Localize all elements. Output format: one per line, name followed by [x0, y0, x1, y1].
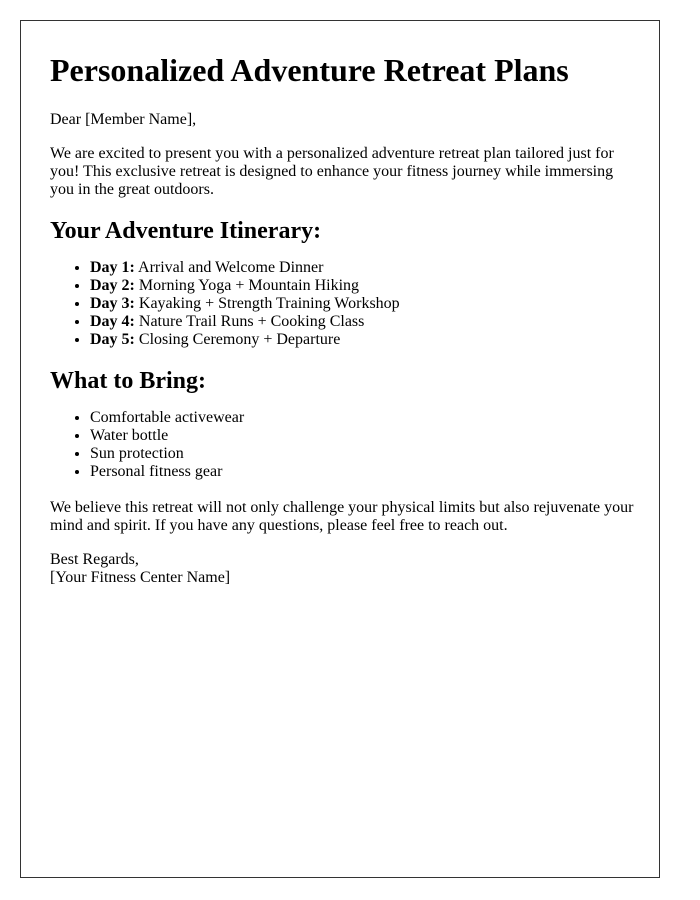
itinerary-activity: Kayaking + Strength Training Workshop — [138, 295, 400, 312]
page-title: Personalized Adventure Retreat Plans — [50, 52, 569, 88]
itinerary-activity: Nature Trail Runs + Cooking Class — [138, 313, 365, 330]
signoff — [50, 551, 640, 587]
itinerary-item — [90, 295, 640, 313]
itinerary-item — [90, 277, 640, 295]
bring-heading: What to Bring: — [50, 368, 206, 394]
bring-item: • Comfortable activewear — [90, 409, 640, 427]
bring-item: • Water bottle — [90, 427, 640, 445]
letter-content — [50, 51, 640, 603]
itinerary-activity: Morning Yoga + Mountain Hiking — [138, 277, 360, 294]
itinerary-day: Day 2: — [90, 277, 135, 294]
itinerary-list — [50, 259, 640, 349]
itinerary-day: Day 5: — [90, 331, 135, 348]
itinerary-day: Day 4: — [90, 313, 135, 330]
greeting: Dear [Member Name], — [50, 111, 197, 128]
intro-paragraph: We are excited to present you with a personalized adventure retreat plan tailored just for you! This exclusive retreat is designed to enhance your fitness journey while immersing you in the great outdoors. — [50, 145, 614, 198]
bring-list — [50, 409, 640, 481]
itinerary-item — [90, 259, 640, 277]
signoff-sender: [Your Fitness Center Name] — [50, 569, 231, 586]
body-paragraph: We believe this retreat will not only challenge your physical limits but also rejuvenate your mind and spirit. If you have any questions, please feel free to reach out. — [50, 499, 634, 534]
signoff-closing: Best Regards, — [50, 551, 139, 568]
letter-page — [20, 20, 660, 878]
itinerary-day: Day 3: — [90, 295, 135, 312]
bring-item: • Personal fitness gear — [90, 463, 640, 481]
itinerary-activity: Arrival and Welcome Dinner — [138, 259, 324, 276]
bring-item: • Sun protection — [90, 445, 640, 463]
itinerary-item — [90, 313, 640, 331]
itinerary-day: Day 1: — [90, 259, 135, 276]
itinerary-item — [90, 331, 640, 349]
itinerary-activity: Closing Ceremony + Departure — [138, 331, 341, 348]
itinerary-heading: Your Adventure Itinerary: — [50, 218, 322, 244]
